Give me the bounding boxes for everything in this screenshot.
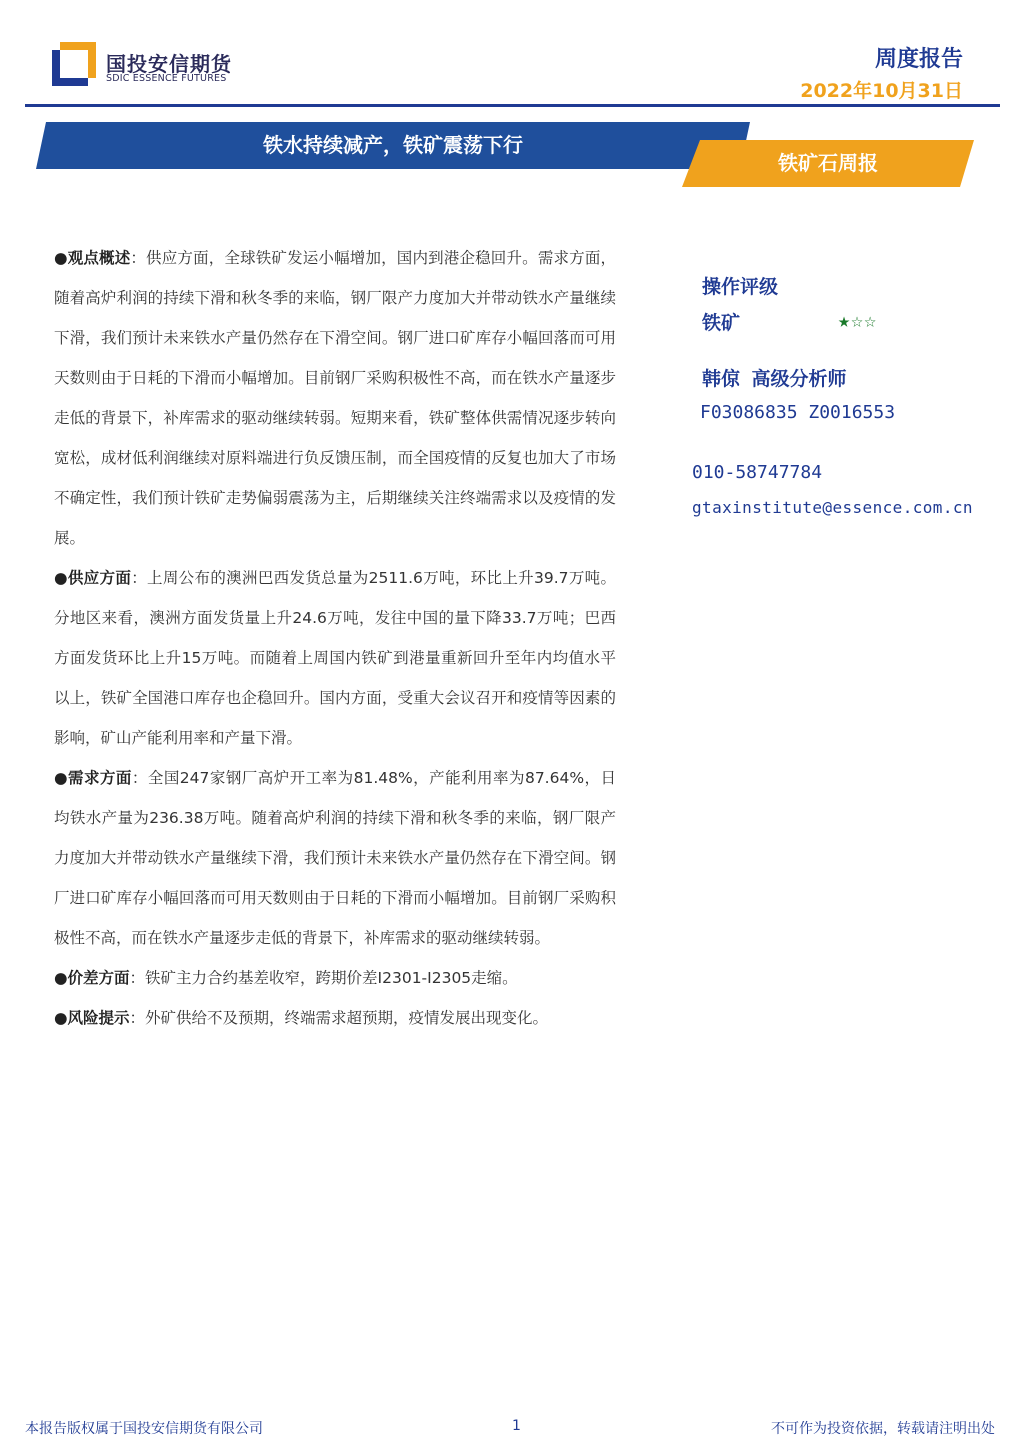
section-label: ●风险提示 — [54, 1009, 130, 1027]
section-risk — [54, 998, 616, 1038]
logo-mark-icon — [52, 42, 96, 86]
section-label: ●观点概述 — [54, 249, 131, 267]
report-date: 2022年10月31日 — [800, 80, 963, 102]
section-text: ：上周公布的澳洲巴西发货总量为2511.6万吨，环比上升39.7万吨。分地区来看，澳洲方面发货量上升24.6万吨，发往中国的量下降33.7万吨；巴西方面发货环比上升15万吨。而随着上周国内铁矿到港量重新回升至年内均值水平以上，铁矿全国港口库存也企稳回升。国内方面，受重大会议召开和疫情等因素的影响，矿山产能利用率和产量下滑。 — [54, 569, 617, 747]
section-text: ：全国247家钢厂高炉开工率为81.48%，产能利用率为87.64%，日均铁水产量为236.38万吨。随着高炉利润的持续下滑和秋冬季的来临，钢厂限产力度加大并带动铁水产量继续下滑，我们预计未来铁水产量仍然存在下滑空间。钢厂进口矿库存小幅回落而可用天数则由于日耗的下滑而小幅增加。目前钢厂采购积极性不高，而在铁水产量逐步走低的背景下，补库需求的驱动继续转弱。 — [54, 769, 616, 947]
report-body — [54, 238, 616, 1038]
analyst-license-codes: F03086835 Z0016553 — [700, 402, 896, 423]
report-category: 铁矿石周报 — [778, 151, 878, 175]
section-supply — [54, 558, 616, 758]
contact-email[interactable]: gtaxinstitute@essence.com.cn — [692, 498, 973, 517]
header-divider — [25, 104, 1000, 107]
page-number: 1 — [512, 1418, 521, 1434]
section-label: ●价差方面 — [54, 969, 130, 987]
section-label: ●需求方面 — [54, 769, 132, 787]
logo-english-name: SDIC ESSENCE FUTURES — [106, 73, 227, 84]
rating-item: 铁矿 — [702, 312, 741, 334]
section-text: ：供应方面，全球铁矿发运小幅增加，国内到港企稳回升。需求方面，随着高炉利润的持续下滑和秋冬季的来临，钢厂限产力度加大并带动铁水产量继续下滑，我们预计未来铁水产量仍然存在下滑空间。钢厂进口矿库存小幅回落而可用天数则由于日耗的下滑而小幅增加。目前钢厂采购积极性不高，而在铁水产量逐步走低的背景下，补库需求的驱动继续转弱。短期来看，铁矿整体供需情况逐步转向宽松，成材低利润继续对原料端进行负反馈压制，而全国疫情的反复也加大了市场不确定性，我们预计铁矿走势偏弱震荡为主，后期继续关注终端需求以及疫情的发展。 — [54, 249, 616, 547]
footer-disclaimer: 不可作为投资依据，转载请注明出处 — [771, 1421, 995, 1437]
analyst-name: 韩倞 高级分析师 — [702, 368, 847, 390]
logo-chinese-name: 国投安信期货 — [106, 52, 232, 76]
section-demand — [54, 758, 616, 958]
section-text: ：外矿供给不及预期，终端需求超预期，疫情发展出现变化。 — [129, 1009, 549, 1027]
section-label: ●供应方面 — [54, 569, 132, 587]
footer-copyright: 本报告版权属于国投安信期货有限公司 — [25, 1421, 263, 1437]
report-title: 铁水持续减产，铁矿震荡下行 — [263, 133, 523, 157]
company-logo — [52, 40, 242, 90]
rating-heading: 操作评级 — [702, 276, 779, 298]
section-text: ：铁矿主力合约基差收窄，跨期价差I2301-I2305走缩。 — [129, 969, 518, 987]
rating-stars-icon: ★☆☆ — [838, 308, 878, 332]
section-overview — [54, 238, 616, 558]
contact-phone: 010-58747784 — [692, 462, 823, 483]
report-type: 周度报告 — [874, 47, 963, 72]
section-spread — [54, 958, 616, 998]
